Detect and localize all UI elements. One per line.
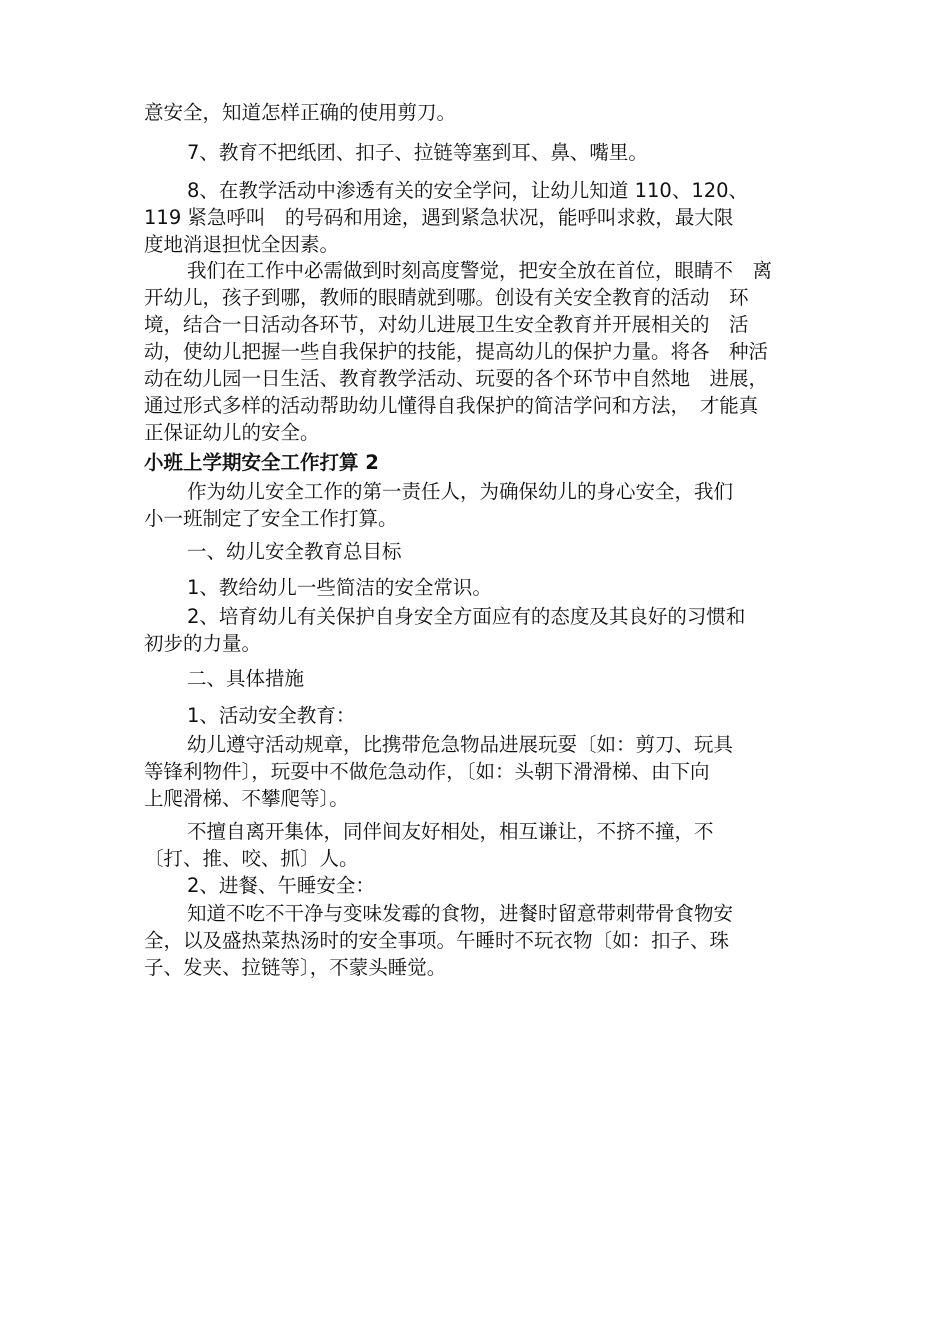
paragraph-measures-heading: [144, 665, 824, 692]
text-line: 动，使幼儿把握一些自我保护的技能，提高幼儿的保护力量。将各 种活: [144, 340, 769, 363]
heading-text: 小班上学期安全工作打算 2: [144, 451, 379, 474]
paragraph-group-behavior: [144, 818, 824, 872]
text-line: 一、幼儿安全教育总目标: [187, 540, 402, 563]
text-line: 子、发夹、拉链等〕，不蒙头睡觉。: [144, 956, 447, 979]
text-line: 境，结合一日活动各环节，对幼儿进展卫生安全教育并开展相关的 活: [144, 313, 749, 336]
text-line: 幼儿遵守活动规章，比携带危急物品进展玩耍〔如：剪刀、玩具: [187, 733, 734, 756]
text-line: 作为幼儿安全工作的第一责任人，为确保幼儿的身心安全，我们: [187, 480, 734, 503]
text-line: 二、具体措施: [187, 667, 305, 690]
text-line: 2、进餐、午睡安全：: [187, 874, 375, 897]
text-line: 我们在工作中必需做到时刻高度警觉，把安全放在首位，眼睛不 离: [187, 259, 773, 282]
paragraph-item-7: [144, 139, 824, 166]
paragraph-item-8: [144, 177, 824, 258]
paragraph-goal-heading: [144, 538, 824, 565]
paragraph-goal-2: [144, 603, 824, 657]
paragraph-meal-nap: [144, 900, 824, 981]
text-line: 1、活动安全教育：: [187, 704, 356, 727]
section-heading: [144, 449, 824, 476]
text-line: 初步的力量。: [144, 632, 262, 655]
text-line: 119 紧急呼叫 的号码和用途，遇到紧急状况，能呼叫求救，最大限: [144, 206, 734, 229]
paragraph-activity-safety: [144, 702, 824, 729]
text-line: 2、培育幼儿有关保护自身安全方面应有的态度及其良好的习惯和: [187, 605, 746, 628]
text-line: 度地消退担忧全因素。: [144, 233, 340, 256]
text-line: 开幼儿，孩子到哪，教师的眼睛就到哪。创设有关安全教育的活动 环: [144, 286, 749, 309]
paragraph-vigilance: [144, 257, 824, 446]
text-line: 小一班制定了安全工作打算。: [144, 507, 398, 530]
text-line: 7、教育不把纸团、扣子、拉链等塞到耳、鼻、嘴里。: [187, 141, 648, 164]
text-line: 等锋利物件〕，玩耍中不做危急动作，〔如：头朝下滑滑梯、由下向: [144, 760, 710, 783]
text-line: 通过形式多样的活动帮助幼儿懂得自我保护的简洁学问和方法， 才能真: [144, 394, 759, 417]
text-line: 8、在教学活动中渗透有关的安全学问，让幼儿知道 110、120、: [187, 179, 749, 202]
text-line: 动在幼儿园一日生活、教育教学活动、玩耍的各个环节中自然地 进展，: [144, 367, 769, 390]
text-line: 〔打、推、咬、抓〕人。: [144, 847, 359, 870]
text-line: 不擅自离开集体，同伴间友好相处，相互谦让，不挤不撞，不: [187, 820, 714, 843]
paragraph-scissors-safety-end: [144, 99, 824, 126]
text-line: 意安全，知道怎样正确的使用剪刀。: [144, 101, 457, 124]
paragraph-intro: [144, 478, 824, 532]
text-line: 全，以及盛热菜热汤时的安全事项。午睡时不玩衣物〔如：扣子、珠: [144, 929, 730, 952]
paragraph-activity-rules: [144, 731, 824, 812]
text-line: 知道不吃不干净与变味发霉的食物，进餐时留意带刺带骨食物安: [187, 902, 734, 925]
paragraph-goal-1: [144, 574, 824, 601]
text-line: 1、教给幼儿一些简洁的安全常识。: [187, 576, 492, 599]
text-line: 正保证幼儿的安全。: [144, 421, 320, 444]
paragraph-meal-nap-heading: [144, 872, 824, 899]
text-line: 上爬滑梯、不攀爬等〕。: [144, 787, 349, 810]
